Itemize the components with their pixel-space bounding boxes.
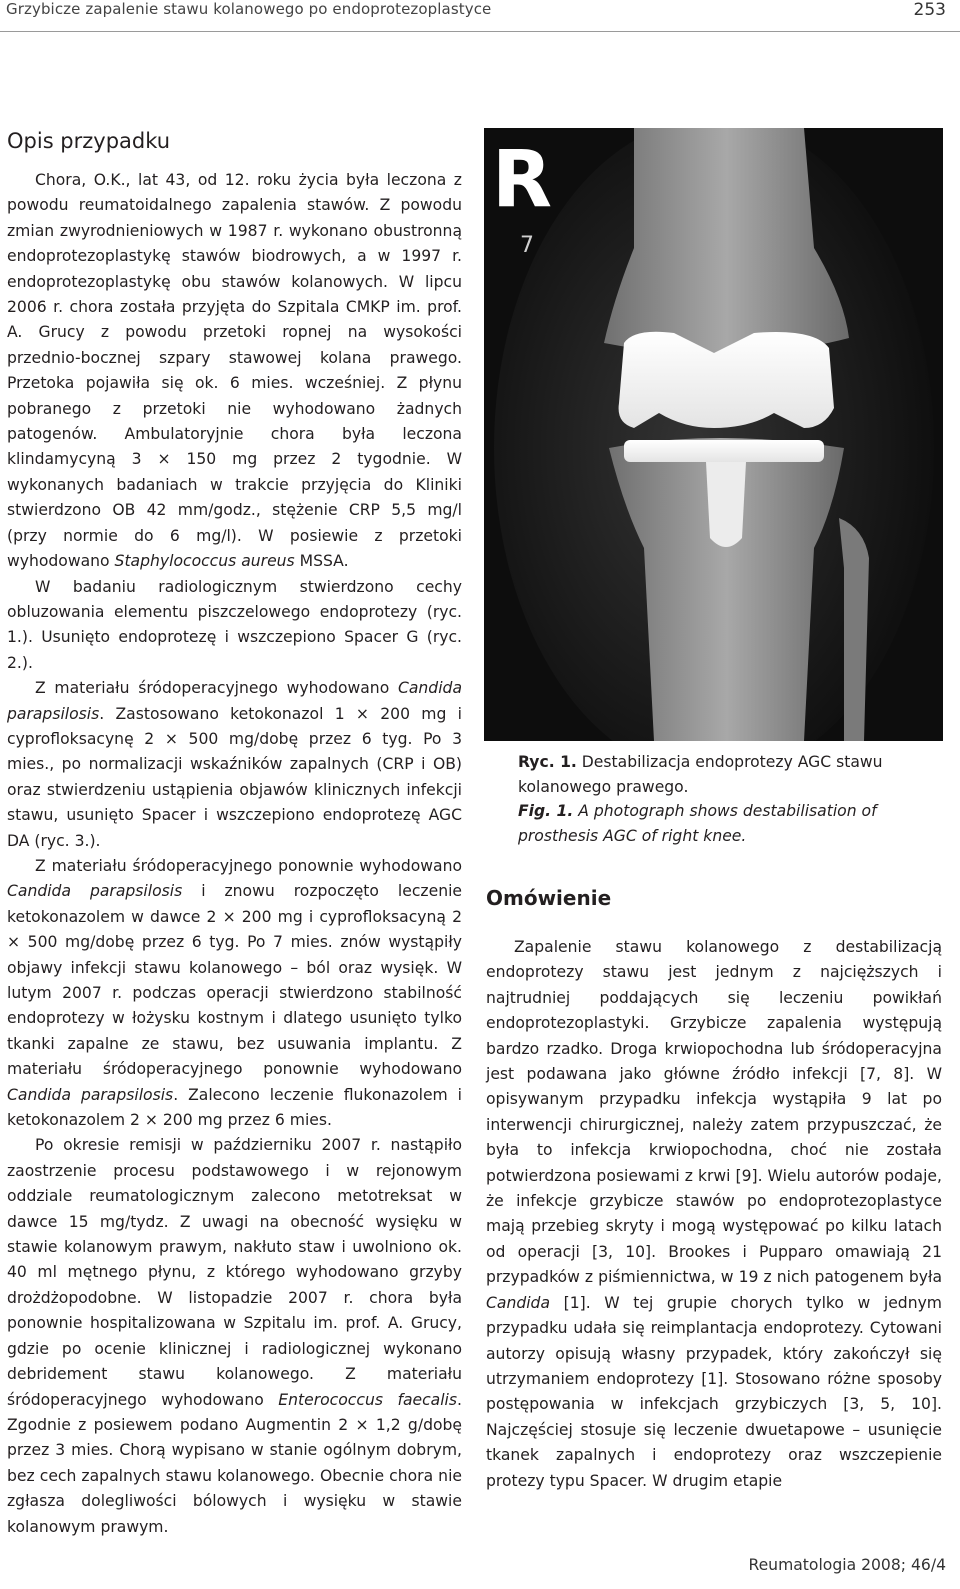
text-run: Po okresie remisji w październiku 2007 r. nastąpiło zaostrzenie procesu podstawowego i w rejonowym oddziale reumatologicznym zalecono metotreksat w dawce 15 mg/tydz. Z uwagi na obecność wysięku w stawie kolanowym prawym, nakłuto staw i uwolniono ok. 40 ml mętnego płynu, z którego wyhodowano grzyby drożdżopodobne. W listopadzie 2007 r. chora była ponownie hospitalizowana w Szpitalu im. prof. A. Grucy, gdzie po ocenie klinicznej i radiologicznej wykonano debridement stawu kolanowego. Z materiału śródoperacyjnego wyhodowano [7, 1136, 462, 1409]
case-paragraph-5 [7, 1133, 462, 1540]
caption-text: A photograph shows destabilisation of prosthesis AGC of right knee. [518, 802, 877, 845]
discussion-heading: Omówienie [486, 886, 612, 910]
knee-xray-image [484, 128, 943, 741]
species-name: Candida parapsilosis [7, 679, 462, 723]
caption-polish [518, 750, 938, 799]
case-paragraph-3 [7, 676, 462, 854]
caption-label: Ryc. 1. [518, 753, 577, 771]
caption-label: Fig. 1. [518, 802, 574, 820]
header-rule [0, 31, 960, 32]
text-run: Z materiału śródoperacyjnego ponownie wyhodowano [35, 856, 462, 875]
journal-footer: Reumatologia 2008; 46/4 [748, 1556, 946, 1574]
figure-caption [518, 750, 938, 848]
text-run: i znowu rozpoczęto leczenie ketokonazolem w dawce 2 × 200 mg i cyprofloksacyną 2 × 500 mg/dobę przez 6 tyg. Po 7 mies. znów wystąpiły objawy infekcji stawu kolanowego – ból oraz wysięk. W lutym 2007 r. podczas operacji stwierdzono stabilność endoprotezy w łożysku kostnym i dlatego usunięto tylko tkanki zapalne ze stawu, bez usuwania implantu. Z materiału śródoperacyjnego ponownie wyhodowano [7, 882, 463, 1079]
xray-marker-number: 7 [520, 233, 534, 258]
page-header [0, 0, 960, 46]
case-paragraph-4 [7, 854, 462, 1133]
text-run: . Zalecono leczenie flukonazolem i ketokonazolem 2 × 200 mg przez 6 mies. [7, 1085, 462, 1130]
case-column [7, 128, 462, 1540]
case-paragraph-2: W badaniu radiologicznym stwierdzono cechy obluzowania elementu piszczelowego endoprotezy (ryc. 1.). Usunięto endoprotezę i wszczepiono Spacer G (ryc. 2.). [7, 577, 462, 672]
text-run: Zapalenie stawu kolanowego z destabilizacją endoprotezy stawu jest jednym z najcięższych i najtrudniej poddających się leczeniu powikłań endoprotezoplastyki. Grzybicze zapalenia występują bardzo rzadko. Droga krwiopochodna lub śródoperacyjna jest podawana jako główne źródło infekcji [7, 8]. W opisywanym przypadku infekcja wystąpiła 9 lat po interwencji chirurgicznej, należy zatem przypuszczać, że była to infekcja krwiopochodna, choć nie została potwierdzona posiewami z krwi [9]. Wielu autorów podaje, że infekcje grzybicze stawów po endoprotezoplastyce mają przebieg skryty i mogą występować po kilku latach od operacji [3, 10]. Brookes i Pupparo omawiają 21 przypadków z piśmiennictwa, w 19 z nich patogenem była [486, 938, 942, 1287]
text-run: [1]. W tej grupie chorych tylko w jednym przypadku udała się reimplantacja endoprotezy. Cytowani autorzy opisują własny przypadek, który zakończył się utrzymaniem endoprotezy [1]. Stosowano różne sposoby postępowania w infekcjach grzybiczych [3, 5, 10]. Najczęściej stosuje się leczenie dwuetapowe – usunięcie tkanek zapalnych i endoprotezy oraz wszczepienie protezy typu Spacer. W drugim etapie [486, 1293, 942, 1490]
species-name: Candida parapsilosis [7, 1085, 174, 1104]
case-paragraph-1 [7, 168, 462, 575]
xray-side-marker: R [492, 135, 553, 225]
text-run: MSSA. [294, 552, 349, 571]
species-name: Candida [486, 1293, 551, 1312]
discussion-paragraph-1 [486, 935, 942, 1494]
discussion-column [486, 885, 942, 1494]
text-run: . Zastosowano ketokonazol 1 × 200 mg i cyprofloksacynę 2 × 500 mg/dobę przez 6 tyg. Po 3 mies., po normalizacji wskaźników zapalnych (CRP i OB) oraz stwierdzeniu ustąpienia objawów klinicznych infekcji stawu, usunięto Spacer i wszczepiono endoprotezę AGC DA (ryc. 3.). [7, 704, 462, 850]
running-title: Grzybicze zapalenie stawu kolanowego po endoprotezoplastyce [6, 0, 492, 18]
text-run: Z materiału śródoperacyjnego wyhodowano [35, 679, 398, 698]
caption-english [518, 799, 938, 848]
species-name: Staphylococcus aureus [114, 552, 295, 571]
page-number: 253 [913, 0, 946, 20]
species-name: Enterococcus faecalis [278, 1390, 458, 1409]
text-run: Chora, O.K., lat 43, od 12. roku życia była leczona z powodu reumatoidalnego zapalenia stawów. Z powodu zmian zwyrodnieniowych w 1987 r. wykonano obustronną endoprotezoplastykę stawów biodrowych, a w 1997 r. endoprotezoplastykę obu stawów kolanowych. W lipcu 2006 r. chora została przyjęta do Szpitala CMKP im. prof. A. Grucy z powodu przetoki ropnej na wysokości przednio-bocznej szpary stawowej kolana prawego. Przetoka pojawiła się ok. 6 mies. wcześniej. Z płynu pobranego z przetoki nie wyhodowano żadnych patogenów. Ambulatoryjnie chora była leczona klindamycyną 3 × 150 mg przez 2 tygodnie. W wykonanych badaniach w trakcie przyjęcia do Kliniki stwierdzono OB 42 mm/godz., stężenie CRP 5,5 mg/l (przy normie do 6 mg/l). W posiewie z przetoki wyhodowano [7, 171, 462, 571]
case-heading: Opis przypadku [7, 129, 171, 153]
caption-text: Destabilizacja endoprotezy AGC stawu kolanowego prawego. [518, 753, 883, 796]
text-run: . Zgodnie z posiewem podano Augmentin 2 × 1,2 g/dobę przez 3 mies. Chorą wypisano w stanie ogólnym dobrym, bez cech zapalnych stawu kolanowego. Obecnie chora nie zgłasza dolegliwości bólowych i wysięku w stawie kolanowym prawym. [7, 1390, 462, 1536]
species-name: Candida parapsilosis [7, 882, 183, 901]
